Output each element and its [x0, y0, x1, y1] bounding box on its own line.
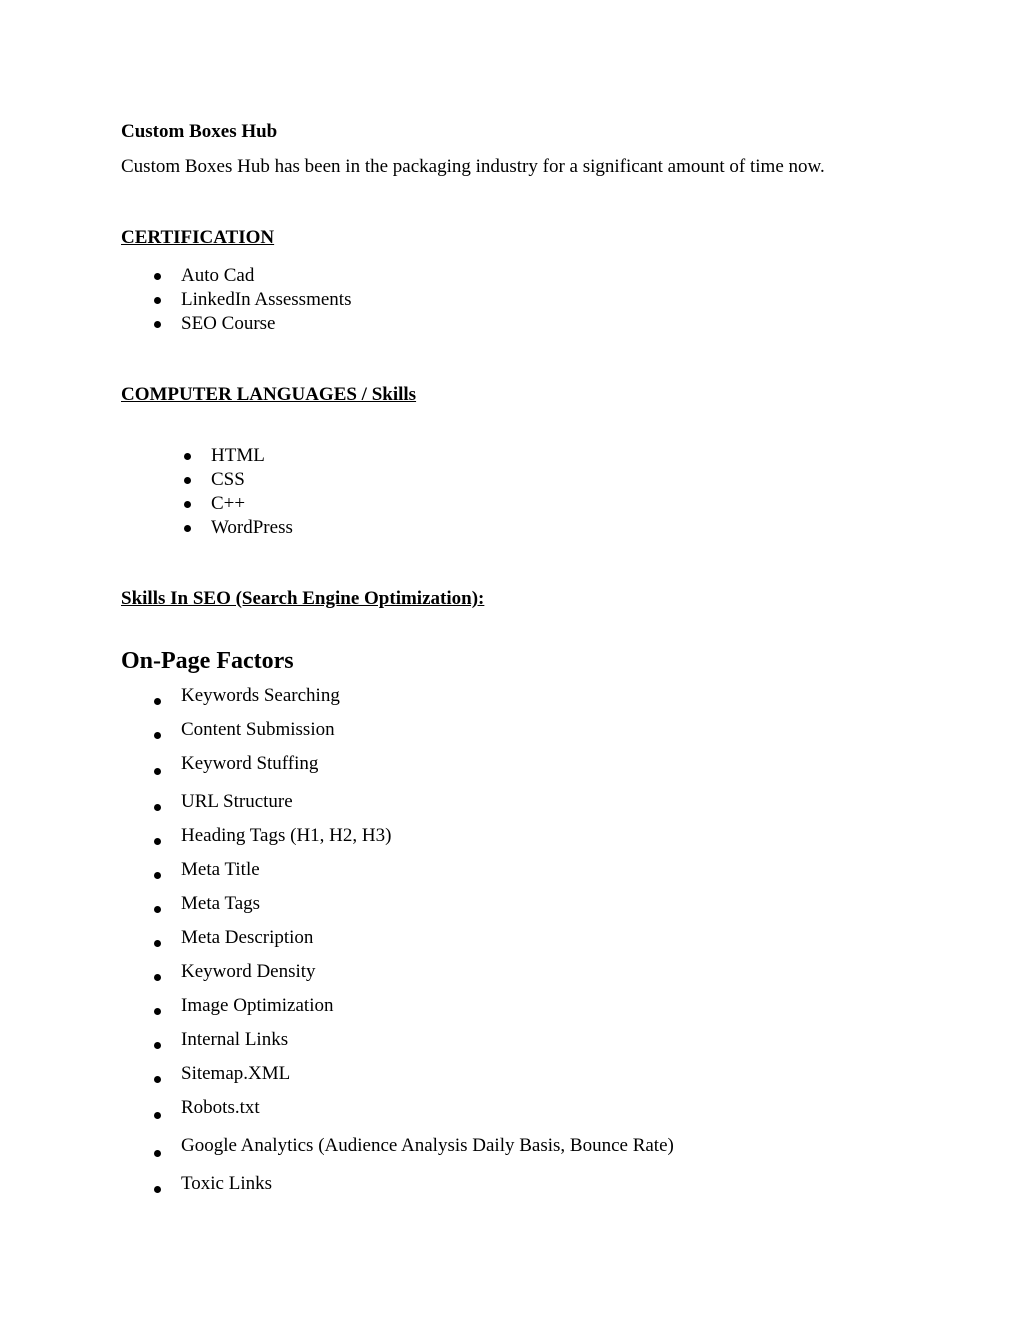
bullet-icon	[184, 501, 191, 508]
list-item	[181, 790, 674, 824]
on-page-factors-heading: On-Page Factors	[121, 648, 294, 674]
seo-heading: Skills In SEO (Search Engine Optimization):	[121, 588, 485, 609]
bullet-icon	[154, 974, 161, 981]
list-item-text: Google Analytics (Audience Analysis Daily Basis, Bounce Rate)	[181, 1135, 674, 1156]
list-item	[181, 960, 674, 994]
bullet-icon	[154, 872, 161, 879]
list-item	[211, 468, 293, 492]
list-item	[181, 824, 674, 858]
list-item	[181, 892, 674, 926]
list-item	[181, 1172, 674, 1206]
bullet-icon	[154, 1008, 161, 1015]
list-item	[211, 492, 293, 516]
list-item-text: Toxic Links	[181, 1173, 273, 1194]
list-item-text: Sitemap.XML	[181, 1063, 291, 1084]
list-item-text: Heading Tags (H1, H2, H3)	[181, 825, 392, 846]
list-item-text: Keywords Searching	[181, 685, 340, 706]
bullet-icon	[154, 273, 161, 280]
list-item-text: Keyword Stuffing	[181, 753, 319, 774]
list-item-text: Meta Description	[181, 927, 314, 948]
list-item	[181, 926, 674, 960]
list-item-text: C++	[211, 493, 246, 514]
bullet-icon	[154, 297, 161, 304]
on-page-factors-list	[181, 684, 674, 1206]
list-item	[181, 1134, 674, 1172]
list-item-text: Keyword Density	[181, 961, 316, 982]
list-item	[211, 444, 293, 468]
languages-heading: COMPUTER LANGUAGES / Skills	[121, 384, 417, 405]
company-description: Custom Boxes Hub has been in the packaging industry for a significant amount of time now.	[121, 156, 825, 177]
bullet-icon	[154, 1042, 161, 1049]
list-item-text: Image Optimization	[181, 995, 334, 1016]
list-item-text: Content Submission	[181, 719, 335, 740]
bullet-icon	[154, 804, 161, 811]
list-item-text: URL Structure	[181, 791, 293, 812]
list-item	[181, 312, 351, 336]
list-item-text: LinkedIn Assessments	[181, 289, 352, 310]
list-item	[181, 288, 351, 312]
list-item-text: WordPress	[211, 517, 293, 538]
list-item-text: SEO Course	[181, 313, 276, 334]
list-item-text: CSS	[211, 469, 245, 490]
bullet-icon	[154, 1150, 161, 1157]
list-item	[181, 1062, 674, 1096]
list-item	[181, 684, 674, 718]
list-item-text: Meta Title	[181, 859, 260, 880]
list-item	[181, 752, 674, 790]
list-item	[181, 264, 351, 288]
bullet-icon	[184, 477, 191, 484]
list-item	[181, 858, 674, 892]
list-item	[181, 1096, 674, 1134]
bullet-icon	[154, 321, 161, 328]
list-item-text: HTML	[211, 445, 265, 466]
list-item	[181, 718, 674, 752]
bullet-icon	[154, 1186, 161, 1193]
bullet-icon	[154, 906, 161, 913]
company-title: Custom Boxes Hub	[121, 121, 278, 142]
languages-list	[211, 444, 293, 540]
bullet-icon	[184, 525, 191, 532]
list-item-text: Auto Cad	[181, 265, 255, 286]
list-item	[181, 1028, 674, 1062]
bullet-icon	[154, 1076, 161, 1083]
list-item-text: Robots.txt	[181, 1097, 260, 1118]
list-item	[181, 994, 674, 1028]
certification-heading: CERTIFICATION	[121, 227, 275, 248]
bullet-icon	[184, 453, 191, 460]
bullet-icon	[154, 838, 161, 845]
bullet-icon	[154, 768, 161, 775]
bullet-icon	[154, 698, 161, 705]
bullet-icon	[154, 940, 161, 947]
certification-list	[181, 264, 351, 336]
bullet-icon	[154, 1112, 161, 1119]
list-item-text: Meta Tags	[181, 893, 261, 914]
list-item-text: Internal Links	[181, 1029, 289, 1050]
bullet-icon	[154, 732, 161, 739]
list-item	[211, 516, 293, 540]
